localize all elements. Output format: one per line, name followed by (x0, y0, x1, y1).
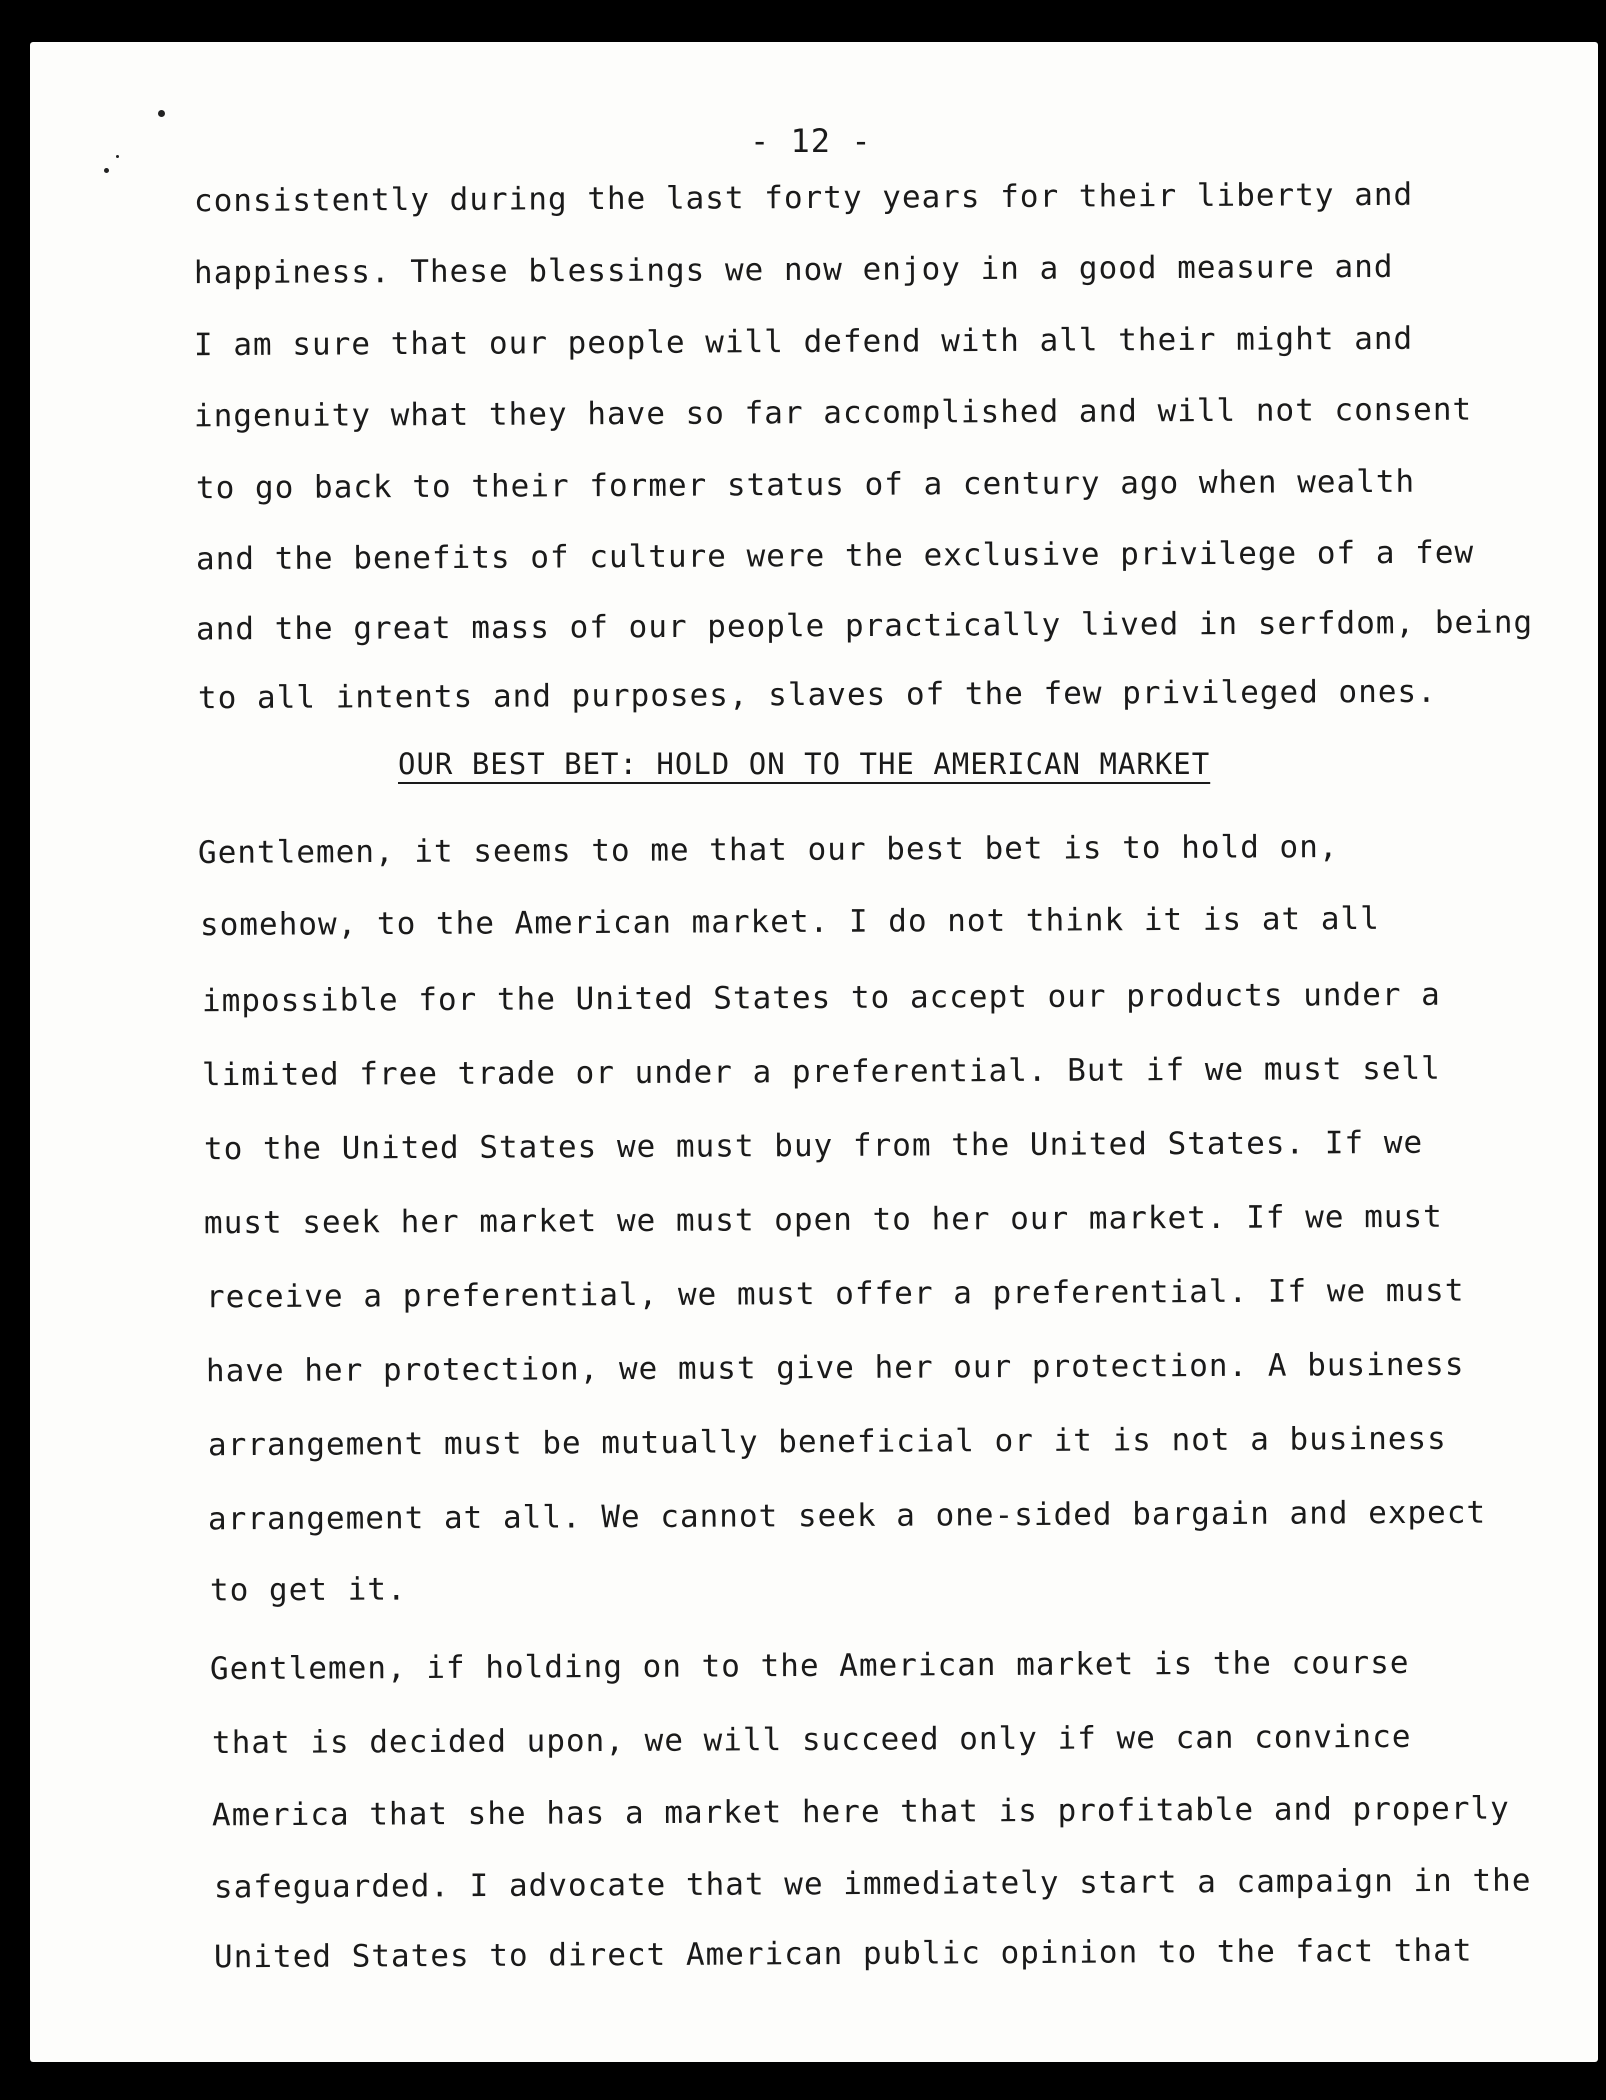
text-line: happiness. These blessings we now enjoy in a good measure and (193, 248, 1394, 292)
text-line: arrangement must be mutually beneficial or it is not a business (207, 1420, 1447, 1464)
text-line: consistently during the last forty years for their liberty and (193, 176, 1414, 220)
section-heading: OUR BEST BET: HOLD ON TO THE AMERICAN MARKET (398, 747, 1211, 781)
text-line: receive a preferential, we must offer a preferential. If we must (205, 1272, 1465, 1316)
text-line: safeguarded. I advocate that we immediately start a campaign in the (213, 1862, 1532, 1906)
text-line: that is decided upon, we will succeed only if we can convince (211, 1718, 1412, 1762)
text-line: to the United States we must buy from the United States. If we (203, 1124, 1424, 1168)
text-line: somehow, to the American market. I do not think it is at all (199, 900, 1380, 944)
text-line: I am sure that our people will defend with all their might and (193, 320, 1414, 364)
text-line: Gentlemen, if holding on to the American market is the course (209, 1644, 1410, 1688)
ink-speck (104, 168, 109, 173)
text-line: impossible for the United States to accept our products under a (201, 976, 1441, 1020)
text-line: Gentlemen, it seems to me that our best bet is to hold on, (197, 829, 1339, 871)
typescript-page (30, 42, 1598, 2062)
ink-speck (158, 110, 165, 117)
text-line: to get it. (209, 1571, 407, 1609)
text-line: America that she has a market here that is profitable and properly (211, 1790, 1510, 1834)
text-line: United States to direct American public opinion to the fact that (213, 1932, 1473, 1976)
text-line: arrangement at all. We cannot seek a one-sided bargain and expect (207, 1494, 1487, 1538)
text-line: ingenuity what they have so far accomplished and will not consent (193, 391, 1473, 435)
text-line: to go back to their former status of a century ago when wealth (195, 463, 1416, 507)
ink-speck (116, 155, 119, 158)
text-line: have her protection, we must give her our protection. A business (205, 1346, 1465, 1390)
text-line: to all intents and purposes, slaves of the few privileged ones. (197, 673, 1437, 717)
text-line: and the benefits of culture were the exclusive privilege of a few (195, 534, 1475, 578)
text-line: must seek her market we must open to her our market. If we must (203, 1198, 1443, 1242)
text-line: limited free trade or under a preferential. But if we must sell (201, 1050, 1441, 1094)
text-line: and the great mass of our people practically lived in serfdom, being (195, 604, 1534, 648)
page-number: - 12 - (750, 122, 872, 160)
